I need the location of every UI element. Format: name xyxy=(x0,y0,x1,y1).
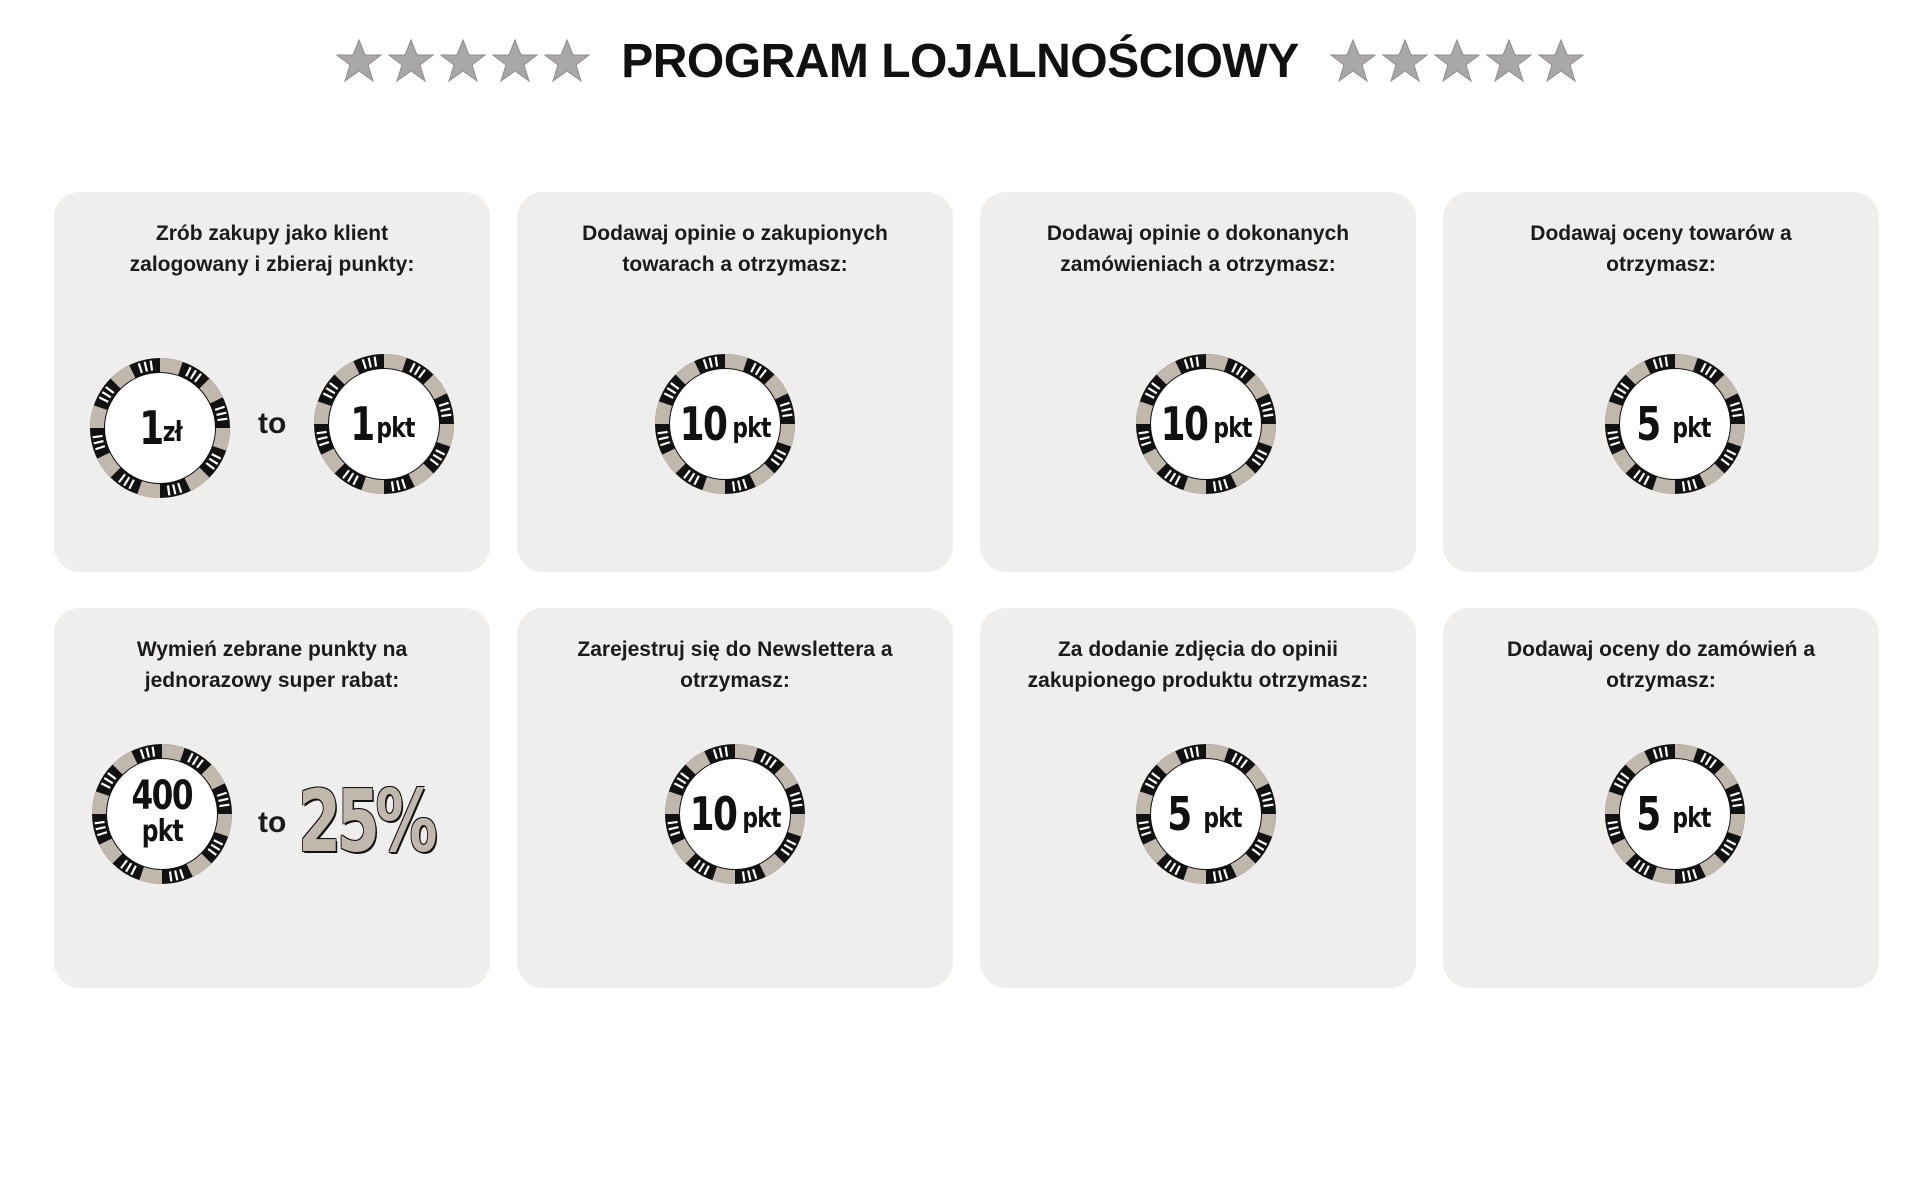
card-description xyxy=(547,218,923,280)
card-purchase-points xyxy=(54,192,490,572)
card-order-ratings xyxy=(1443,608,1879,988)
card-text-line: otrzymasz: xyxy=(1606,253,1716,276)
card-description xyxy=(1473,218,1849,280)
connector-text: to xyxy=(258,407,287,440)
chip-value: 10 xyxy=(680,397,727,451)
chip-icon xyxy=(1132,350,1280,498)
chip-value: 400 xyxy=(131,773,193,819)
star-icon xyxy=(543,37,591,85)
star-icon xyxy=(1485,37,1533,85)
card-redeem-discount xyxy=(54,608,490,988)
chip-icon xyxy=(310,350,458,498)
page-header xyxy=(0,26,1920,96)
card-text-line: jednorazowy super rabat: xyxy=(144,669,400,692)
card-text-line: Dodawaj opinie o zakupionych xyxy=(582,222,888,245)
card-text-line: Zarejestruj się do Newslettera a xyxy=(577,638,893,661)
card-text-line: Dodawaj oceny do zamówień a xyxy=(1506,638,1816,661)
star-icon xyxy=(1329,37,1377,85)
chip-icon xyxy=(651,350,799,498)
card-text-line: zalogowany i zbieraj punkty: xyxy=(129,253,415,276)
chip-icon xyxy=(661,740,809,888)
card-text-line: Zrób zakupy jako klient xyxy=(155,222,389,245)
star-icon xyxy=(335,37,383,85)
chip-label xyxy=(1132,740,1280,888)
card-order-reviews xyxy=(980,192,1416,572)
chip-label xyxy=(1132,350,1280,498)
chip-icon xyxy=(88,740,236,888)
chip-icon xyxy=(1601,350,1749,498)
chip-label xyxy=(310,350,458,498)
card-product-ratings xyxy=(1443,192,1879,572)
chip-unit: pkt xyxy=(732,410,772,444)
chip-label xyxy=(651,350,799,498)
chip-label xyxy=(86,354,234,502)
chip-unit: pkt xyxy=(1213,410,1253,444)
card-description xyxy=(1010,634,1386,696)
chip-value: 10 xyxy=(690,787,737,841)
chip-label xyxy=(88,740,236,888)
star-icon xyxy=(1537,37,1585,85)
chip-label xyxy=(1601,350,1749,498)
card-newsletter xyxy=(517,608,953,988)
card-text-line: otrzymasz: xyxy=(1606,669,1716,692)
chip-icon xyxy=(1132,740,1280,888)
chip-value: 5 xyxy=(1636,397,1661,451)
card-text-line: Dodawaj opinie o dokonanych xyxy=(1046,222,1350,245)
star-icon xyxy=(387,37,435,85)
card-product-reviews xyxy=(517,192,953,572)
chip-unit: zł xyxy=(162,414,182,448)
page-title: PROGRAM LOJALNOŚCIOWY xyxy=(621,34,1299,88)
card-text-line: Dodawaj oceny towarów a xyxy=(1530,222,1792,245)
card-text-line: Wymień zebrane punkty na xyxy=(136,638,408,661)
card-text-line: towarach a otrzymasz: xyxy=(622,253,848,276)
card-description xyxy=(547,634,923,696)
card-description xyxy=(84,634,460,696)
chip-unit: pkt xyxy=(1672,410,1712,444)
chip-unit: pkt xyxy=(1672,800,1712,834)
card-text-line: zamówieniach a otrzymasz: xyxy=(1060,253,1336,276)
chip-unit: pkt xyxy=(742,800,782,834)
chip-label xyxy=(661,740,809,888)
card-text-line: zakupionego produktu otrzymasz: xyxy=(1027,669,1369,692)
stars-left xyxy=(335,37,591,85)
card-description xyxy=(1010,218,1386,280)
card-review-photo xyxy=(980,608,1416,988)
stars-right xyxy=(1329,37,1585,85)
discount-value: 25% xyxy=(298,772,434,872)
card-text-line: Za dodanie zdjęcia do opinii xyxy=(1057,638,1339,661)
card-description xyxy=(84,218,460,280)
card-description xyxy=(1473,634,1849,696)
chip-label xyxy=(1601,740,1749,888)
chip-unit: pkt xyxy=(1203,800,1243,834)
chip-unit: pkt xyxy=(141,814,183,849)
star-icon xyxy=(1381,37,1429,85)
chip-value: 5 xyxy=(1167,787,1192,841)
chip-value: 1 xyxy=(350,397,375,451)
chip-unit: pkt xyxy=(376,410,416,444)
chip-icon xyxy=(86,354,234,502)
chip-icon xyxy=(1601,740,1749,888)
chip-value: 10 xyxy=(1161,397,1208,451)
connector-text: to xyxy=(258,806,287,839)
chip-value: 1 xyxy=(138,401,163,455)
star-icon xyxy=(491,37,539,85)
star-icon xyxy=(439,37,487,85)
chip-value: 5 xyxy=(1636,787,1661,841)
star-icon xyxy=(1433,37,1481,85)
card-text-line: otrzymasz: xyxy=(680,669,790,692)
